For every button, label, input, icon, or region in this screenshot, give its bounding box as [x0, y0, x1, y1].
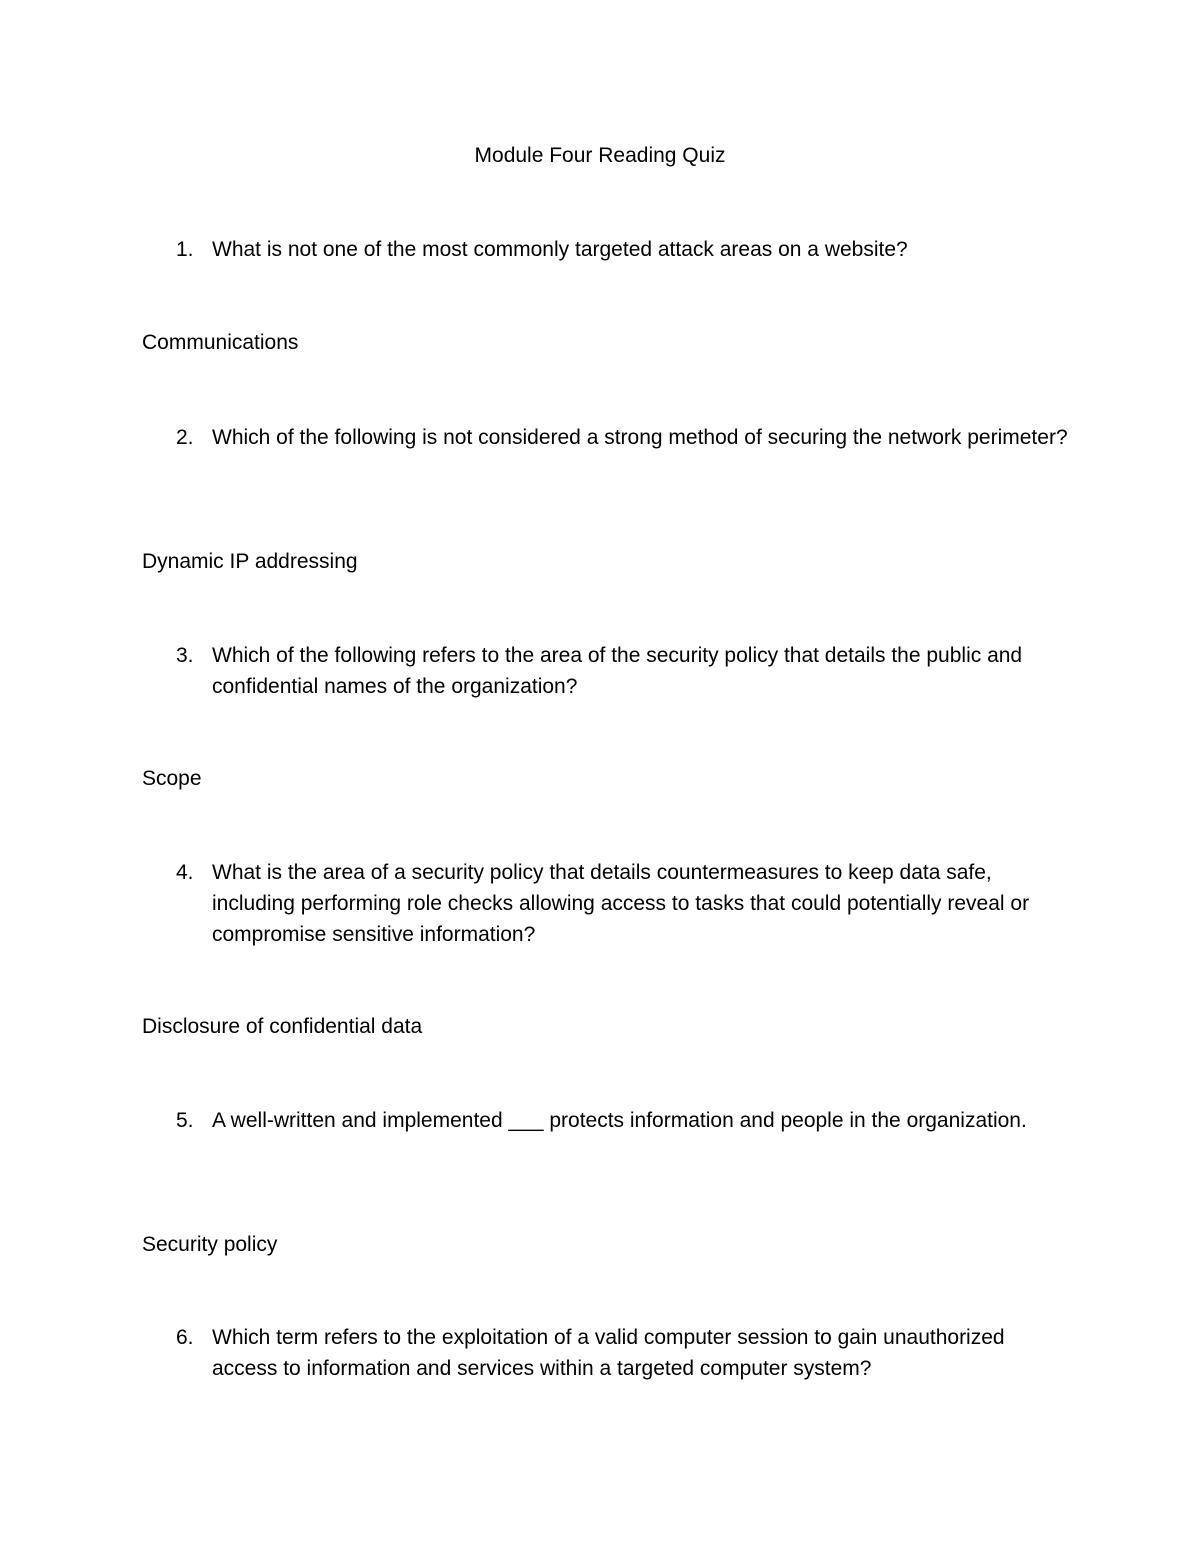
- answer-2: Dynamic IP addressing: [142, 550, 358, 573]
- question-text: Which of the following is not considered a strong method of securing the network perimeter?: [212, 426, 1068, 449]
- question-text: What is not one of the most commonly targeted attack areas on a website?: [212, 238, 908, 261]
- question-number: 5.: [176, 1109, 194, 1132]
- answer-4: Disclosure of confidential data: [142, 1015, 423, 1038]
- page-title: Module Four Reading Quiz: [474, 144, 726, 167]
- question-5: [142, 1105, 1072, 1136]
- question-number: 6.: [176, 1326, 194, 1349]
- question-4: [142, 857, 1072, 950]
- question-2: [142, 422, 1072, 453]
- question-text: Which of the following refers to the area of the security policy that details the public and confidential names of the organization?: [212, 644, 1023, 698]
- question-number: 1.: [176, 238, 194, 261]
- answer-1: Communications: [142, 331, 299, 354]
- question-3: [142, 640, 1072, 702]
- question-text: What is the area of a security policy that details countermeasures to keep data safe, including performing role checks allowing access to tasks that could potentially reveal or compromise sensitive information?: [212, 861, 1030, 946]
- answer-3: Scope: [142, 767, 202, 790]
- question-1: [142, 234, 1072, 265]
- question-text: A well-written and implemented ___ protects information and people in the organization.: [212, 1109, 1027, 1132]
- question-number: 2.: [176, 426, 194, 449]
- question-number: 3.: [176, 644, 194, 667]
- question-number: 4.: [176, 861, 194, 884]
- answer-5: Security policy: [142, 1233, 278, 1256]
- question-6: [142, 1322, 1072, 1384]
- question-text: Which term refers to the exploitation of a valid computer session to gain unauthorized access to information and services within a targeted computer system?: [212, 1326, 1005, 1380]
